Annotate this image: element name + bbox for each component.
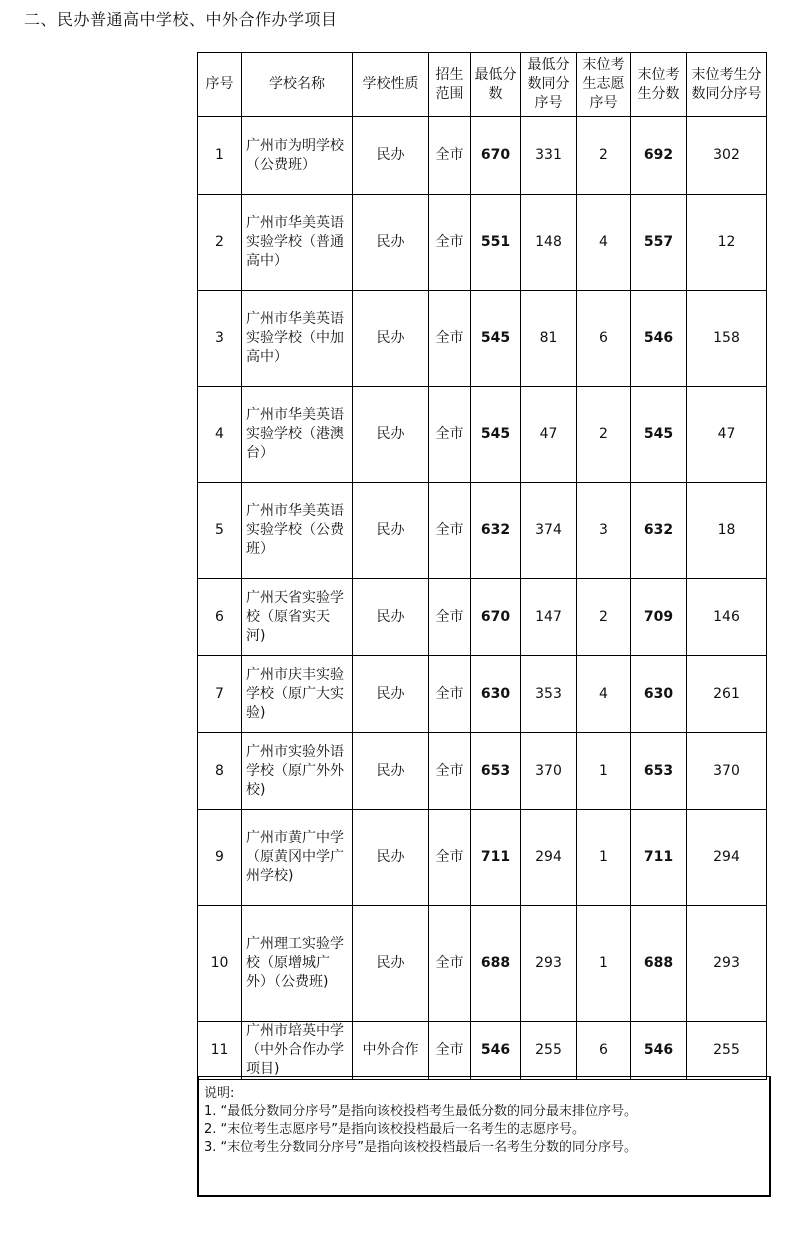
cell-name: 广州市华美英语实验学校（公费班） bbox=[242, 483, 353, 579]
header-cell: 末位考生分数 bbox=[631, 53, 687, 117]
header-cell: 学校名称 bbox=[242, 53, 353, 117]
cell-last-pref: 2 bbox=[577, 387, 631, 483]
cell-no: 11 bbox=[198, 1022, 242, 1080]
cell-min: 551 bbox=[471, 195, 521, 291]
cell-no: 3 bbox=[198, 291, 242, 387]
cell-last-score: 632 bbox=[631, 483, 687, 579]
cell-range: 全市 bbox=[429, 579, 471, 656]
note-item: 3. “末位考生分数同分序号”是指向该校投档最后一名考生分数的同分序号。 bbox=[204, 1140, 638, 1155]
table-row bbox=[198, 291, 767, 387]
cell-last-pref: 4 bbox=[577, 656, 631, 733]
table-row bbox=[198, 579, 767, 656]
notes-title: 说明: bbox=[204, 1086, 235, 1101]
cell-type: 民办 bbox=[353, 733, 429, 810]
cell-range: 全市 bbox=[429, 387, 471, 483]
page-heading: 二、民办普通高中学校、中外合作办学项目 bbox=[24, 10, 338, 29]
table-row bbox=[198, 117, 767, 195]
cell-min: 545 bbox=[471, 387, 521, 483]
cell-last-score: 688 bbox=[631, 906, 687, 1022]
note-item: 1. “最低分数同分序号”是指向该校投档考生最低分数的同分最末排位序号。 bbox=[204, 1104, 638, 1119]
header-cell: 最低分数 bbox=[471, 53, 521, 117]
cell-last-score: 692 bbox=[631, 117, 687, 195]
cell-min-rank: 374 bbox=[521, 483, 577, 579]
cell-range: 全市 bbox=[429, 195, 471, 291]
cell-min-rank: 294 bbox=[521, 810, 577, 906]
cell-last-rank: 302 bbox=[687, 117, 767, 195]
cell-type: 民办 bbox=[353, 656, 429, 733]
cell-last-rank: 294 bbox=[687, 810, 767, 906]
table-row bbox=[198, 656, 767, 733]
cell-range: 全市 bbox=[429, 117, 471, 195]
table-row bbox=[198, 387, 767, 483]
cell-last-pref: 3 bbox=[577, 483, 631, 579]
header-cell: 序号 bbox=[198, 53, 242, 117]
cell-last-rank: 370 bbox=[687, 733, 767, 810]
cell-range: 全市 bbox=[429, 656, 471, 733]
table-header-row bbox=[198, 53, 767, 117]
cell-name: 广州市华美英语实验学校（中加高中） bbox=[242, 291, 353, 387]
table-row bbox=[198, 483, 767, 579]
cell-no: 8 bbox=[198, 733, 242, 810]
cell-range: 全市 bbox=[429, 906, 471, 1022]
cell-last-pref: 4 bbox=[577, 195, 631, 291]
cell-last-rank: 261 bbox=[687, 656, 767, 733]
cell-last-rank: 158 bbox=[687, 291, 767, 387]
table-row bbox=[198, 733, 767, 810]
cell-name: 广州市华美英语实验学校（普通高中） bbox=[242, 195, 353, 291]
cell-type: 中外合作 bbox=[353, 1022, 429, 1080]
cell-no: 2 bbox=[198, 195, 242, 291]
header-cell: 招生范围 bbox=[429, 53, 471, 117]
table-row bbox=[198, 195, 767, 291]
table-row bbox=[198, 810, 767, 906]
cell-min-rank: 81 bbox=[521, 291, 577, 387]
cell-min-rank: 353 bbox=[521, 656, 577, 733]
cell-name: 广州市黄广中学（原黄冈中学广州学校) bbox=[242, 810, 353, 906]
table-row bbox=[198, 906, 767, 1022]
cell-name: 广州市培英中学（中外合作办学项目) bbox=[242, 1022, 353, 1080]
cell-no: 7 bbox=[198, 656, 242, 733]
cell-last-pref: 6 bbox=[577, 1022, 631, 1080]
cell-no: 10 bbox=[198, 906, 242, 1022]
cell-min-rank: 293 bbox=[521, 906, 577, 1022]
cell-type: 民办 bbox=[353, 195, 429, 291]
cell-type: 民办 bbox=[353, 483, 429, 579]
cell-no: 9 bbox=[198, 810, 242, 906]
cell-range: 全市 bbox=[429, 733, 471, 810]
cell-min: 670 bbox=[471, 117, 521, 195]
cell-type: 民办 bbox=[353, 810, 429, 906]
cell-last-score: 557 bbox=[631, 195, 687, 291]
cell-min-rank: 255 bbox=[521, 1022, 577, 1080]
cell-last-pref: 1 bbox=[577, 733, 631, 810]
cell-min-rank: 47 bbox=[521, 387, 577, 483]
cell-last-pref: 6 bbox=[577, 291, 631, 387]
cell-min: 711 bbox=[471, 810, 521, 906]
cell-no: 5 bbox=[198, 483, 242, 579]
cell-last-rank: 293 bbox=[687, 906, 767, 1022]
cell-type: 民办 bbox=[353, 117, 429, 195]
cell-last-pref: 1 bbox=[577, 810, 631, 906]
cell-type: 民办 bbox=[353, 579, 429, 656]
cell-range: 全市 bbox=[429, 1022, 471, 1080]
cell-range: 全市 bbox=[429, 291, 471, 387]
cell-min: 653 bbox=[471, 733, 521, 810]
cell-min: 670 bbox=[471, 579, 521, 656]
admission-table-container bbox=[197, 52, 766, 1080]
cell-last-score: 546 bbox=[631, 291, 687, 387]
cell-min: 632 bbox=[471, 483, 521, 579]
cell-min: 545 bbox=[471, 291, 521, 387]
header-cell: 末位考生志愿序号 bbox=[577, 53, 631, 117]
cell-name: 广州市庆丰实验学校（原广大实验) bbox=[242, 656, 353, 733]
cell-last-rank: 12 bbox=[687, 195, 767, 291]
cell-min-rank: 148 bbox=[521, 195, 577, 291]
notes-box bbox=[197, 1076, 771, 1197]
cell-last-pref: 1 bbox=[577, 906, 631, 1022]
cell-last-rank: 255 bbox=[687, 1022, 767, 1080]
cell-last-score: 630 bbox=[631, 656, 687, 733]
cell-name: 广州天省实验学校（原省实天河) bbox=[242, 579, 353, 656]
cell-min-rank: 331 bbox=[521, 117, 577, 195]
cell-min-rank: 370 bbox=[521, 733, 577, 810]
cell-type: 民办 bbox=[353, 291, 429, 387]
cell-last-pref: 2 bbox=[577, 579, 631, 656]
cell-type: 民办 bbox=[353, 906, 429, 1022]
cell-range: 全市 bbox=[429, 483, 471, 579]
table-row bbox=[198, 1022, 767, 1080]
header-cell: 学校性质 bbox=[353, 53, 429, 117]
cell-no: 1 bbox=[198, 117, 242, 195]
cell-last-rank: 18 bbox=[687, 483, 767, 579]
cell-last-score: 545 bbox=[631, 387, 687, 483]
cell-last-score: 653 bbox=[631, 733, 687, 810]
cell-last-score: 546 bbox=[631, 1022, 687, 1080]
cell-min: 546 bbox=[471, 1022, 521, 1080]
cell-range: 全市 bbox=[429, 810, 471, 906]
header-cell: 末位考生分数同分序号 bbox=[687, 53, 767, 117]
cell-name: 广州市华美英语实验学校（港澳台） bbox=[242, 387, 353, 483]
cell-min: 688 bbox=[471, 906, 521, 1022]
cell-name: 广州市实验外语学校（原广外外校) bbox=[242, 733, 353, 810]
note-item: 2. “末位考生志愿序号”是指向该校投档最后一名考生的志愿序号。 bbox=[204, 1122, 586, 1137]
cell-name: 广州理工实验学校（原增城广外）（公费班) bbox=[242, 906, 353, 1022]
cell-min-rank: 147 bbox=[521, 579, 577, 656]
header-cell: 最低分数同分序号 bbox=[521, 53, 577, 117]
cell-last-rank: 146 bbox=[687, 579, 767, 656]
cell-last-score: 711 bbox=[631, 810, 687, 906]
cell-last-pref: 2 bbox=[577, 117, 631, 195]
admission-table bbox=[197, 52, 767, 1080]
cell-last-rank: 47 bbox=[687, 387, 767, 483]
cell-last-score: 709 bbox=[631, 579, 687, 656]
cell-min: 630 bbox=[471, 656, 521, 733]
cell-no: 6 bbox=[198, 579, 242, 656]
cell-type: 民办 bbox=[353, 387, 429, 483]
cell-no: 4 bbox=[198, 387, 242, 483]
cell-name: 广州市为明学校（公费班） bbox=[242, 117, 353, 195]
